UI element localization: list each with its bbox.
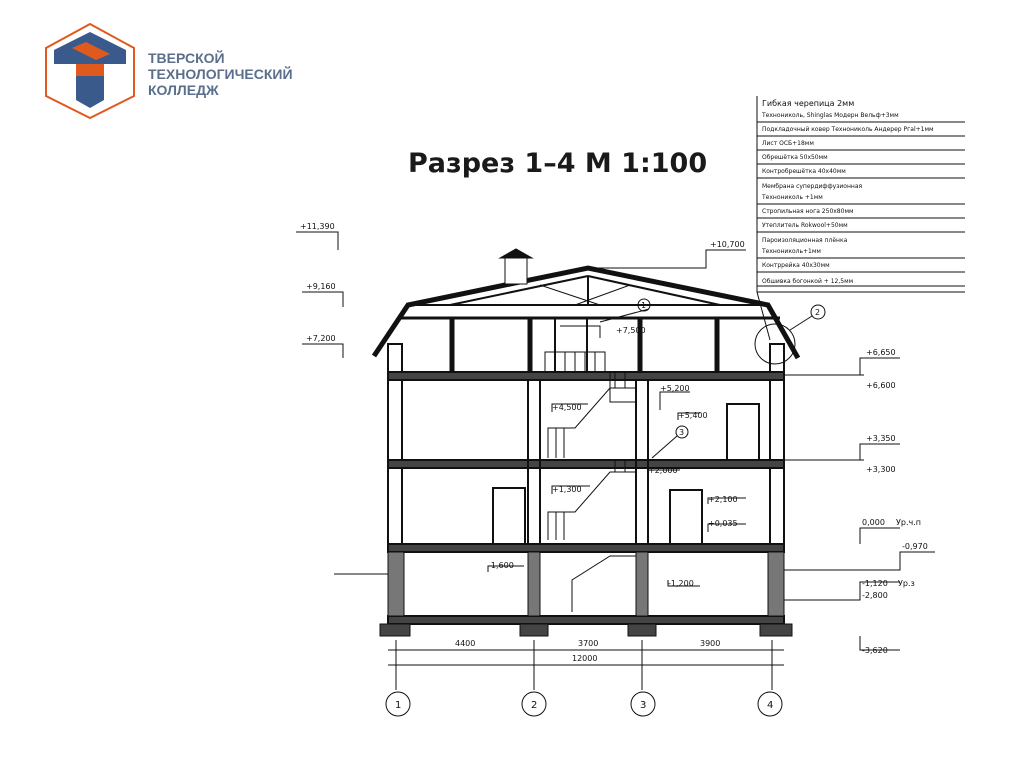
level-label: +10,700 bbox=[710, 240, 745, 249]
layer-row: Утеплитель Rokwool+50мм bbox=[762, 222, 848, 229]
college-name-line1: ТВЕРСКОЙ bbox=[148, 50, 225, 66]
dimension-texts bbox=[455, 639, 720, 663]
level-label: +0,035 bbox=[708, 519, 738, 528]
layer-row: Гибкая черепица 2мм bbox=[762, 99, 855, 108]
college-name-line3: КОЛЛЕДЖ bbox=[148, 82, 219, 98]
level-label: -1,120 bbox=[862, 579, 888, 588]
callout-numbers bbox=[641, 301, 820, 437]
level-label: -3,620 bbox=[862, 646, 888, 655]
level-label: +5,400 bbox=[678, 411, 708, 420]
layer-row: Технониколь, Shinglas Модерн Вельф+3мм bbox=[762, 112, 899, 119]
level-label: -0,970 bbox=[902, 542, 928, 551]
page-title: Разрез 1–4 М 1:100 bbox=[408, 148, 708, 179]
layer-row: Стропильная нога 250х80мм bbox=[762, 208, 854, 215]
axis-circles bbox=[386, 692, 782, 716]
axis-label: 1 bbox=[395, 700, 402, 711]
dimension-span: 3700 bbox=[578, 639, 599, 648]
level-label: +3,300 bbox=[866, 465, 896, 474]
level-label: +11,390 bbox=[300, 222, 335, 231]
level-label: +5,200 bbox=[660, 384, 690, 393]
level-label: +7,200 bbox=[306, 334, 336, 343]
layer-row: Подкладочный ковер Технониколь Андерер Ргаl+1мм bbox=[762, 126, 934, 133]
level-label: +2,000 bbox=[648, 466, 678, 475]
level-label: +6,650 bbox=[866, 348, 896, 357]
axis-labels bbox=[395, 700, 773, 711]
dimension-span: 3900 bbox=[700, 639, 721, 648]
layer-row: Обрешётка 50х50мм bbox=[762, 154, 828, 161]
callout-number: 1 bbox=[641, 301, 647, 310]
axis-label: 2 bbox=[531, 700, 538, 711]
level-label: +3,350 bbox=[866, 434, 896, 443]
level-label: -1,200 bbox=[668, 579, 694, 588]
callout-number: 3 bbox=[679, 428, 685, 437]
dimension-span: 4400 bbox=[455, 639, 476, 648]
layer-row: Лист ОСБ+18мм bbox=[762, 140, 814, 147]
axis-label: 3 bbox=[640, 700, 647, 711]
layer-row: Пароизоляционная плёнка bbox=[762, 237, 848, 244]
level-label: -2,800 bbox=[862, 591, 888, 600]
stairs bbox=[545, 352, 636, 612]
dimension-total: 12000 bbox=[572, 654, 598, 663]
level-label: +9,160 bbox=[306, 282, 336, 291]
layer-row: Технониколь+1мм bbox=[762, 248, 821, 255]
level-label: +1,300 bbox=[552, 485, 582, 494]
roof-layers-text bbox=[761, 99, 934, 285]
level-note: Ур.з bbox=[898, 579, 915, 588]
level-note: Ур.ч.п bbox=[896, 518, 921, 527]
layer-row: Обшивка богонкой + 12,5мм bbox=[762, 278, 854, 285]
level-label: +4,500 bbox=[552, 403, 582, 412]
layer-row: Контробрешётка 40х40мм bbox=[762, 168, 846, 175]
layer-row: Контррейка 40х30мм bbox=[762, 262, 830, 269]
level-label: -1,600 bbox=[488, 561, 514, 570]
callout-number: 2 bbox=[815, 308, 821, 317]
level-label: 0,000 bbox=[862, 518, 885, 527]
layer-row: Мембрана супердиффузионная bbox=[762, 183, 863, 190]
level-label: +7,500 bbox=[616, 326, 646, 335]
level-label: +2,100 bbox=[708, 495, 738, 504]
axis-label: 4 bbox=[767, 700, 774, 711]
college-name-line2: ТЕХНОЛОГИЧЕСКИЙ bbox=[148, 66, 293, 82]
layer-row: Технониколь +1мм bbox=[762, 194, 823, 201]
level-label: +6,600 bbox=[866, 381, 896, 390]
